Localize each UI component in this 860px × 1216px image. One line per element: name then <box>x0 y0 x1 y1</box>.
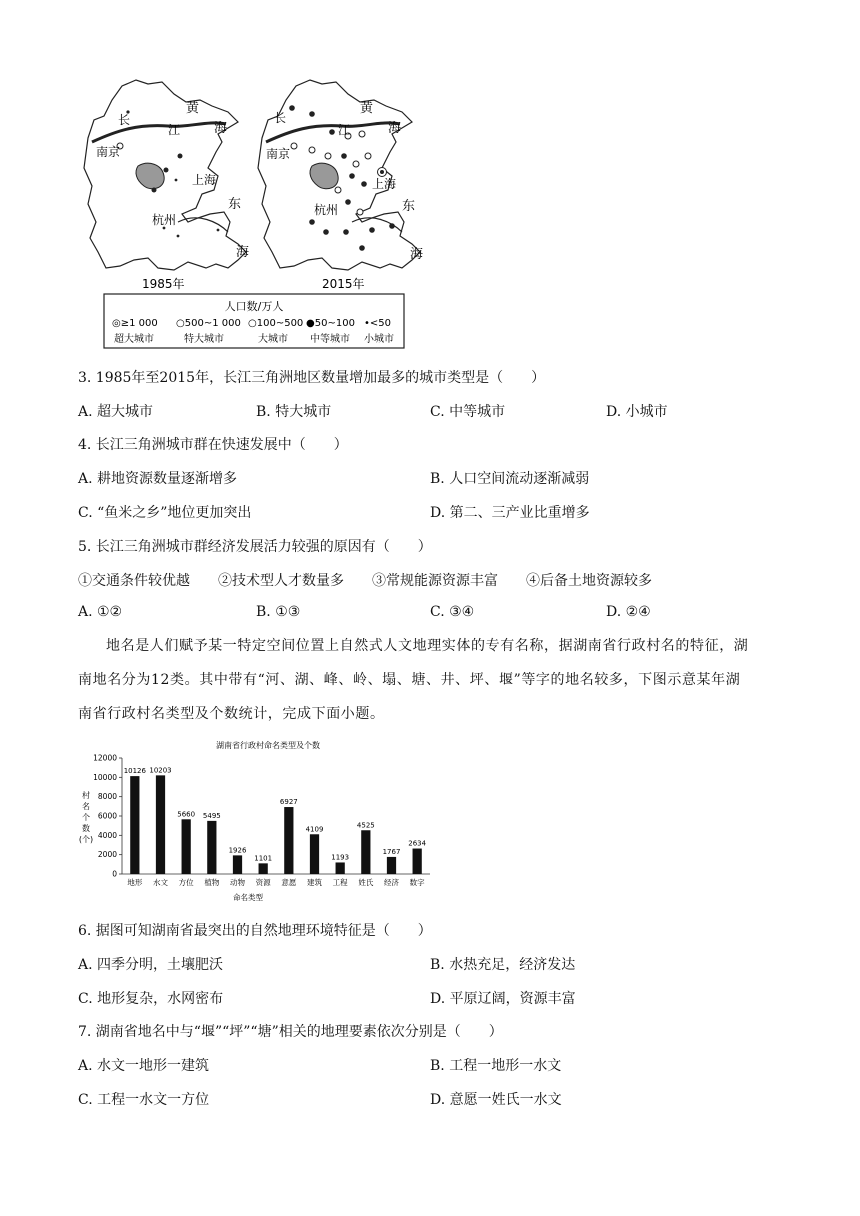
y-tick-label: 2000 <box>97 850 117 860</box>
intro-line-2: 南地名分为12类。其中带有“河、湖、峰、岭、塌、塘、井、坪、堰”等字的地名较多，下图示意某年湖 <box>78 672 741 688</box>
x-tick-label: 水文 <box>153 878 168 887</box>
bar-value-label: 10126 <box>123 767 146 776</box>
bar-value-label: 1101 <box>254 854 273 863</box>
label-hai2: 海 <box>236 245 250 260</box>
q5-option-b[interactable]: B. ①③ <box>256 604 301 620</box>
q4-option-b[interactable]: B. 人口空间流动逐渐减弱 <box>430 471 590 487</box>
bar-value-label: 5495 <box>202 811 221 820</box>
bar-10 <box>387 857 396 874</box>
x-tick-label: 姓氏 <box>358 878 374 887</box>
q6-stem: 6. 据图可知湖南省最突出的自然地理环境特征是（ ） <box>78 923 432 939</box>
bar-11 <box>413 849 422 874</box>
label-dong: 东 <box>228 197 242 212</box>
label-shanghai-2015: 上海 <box>372 177 397 191</box>
q5-option-c[interactable]: C. ③④ <box>430 604 475 620</box>
x-tick-label: 经济 <box>384 878 399 887</box>
q4-option-c[interactable]: C. “鱼米之乡”地位更加突出 <box>78 505 252 521</box>
label-shanghai: 上海 <box>192 173 217 187</box>
map-legend <box>104 294 404 348</box>
q5-option-d[interactable]: D. ②④ <box>606 604 651 620</box>
y-tick-label: 6000 <box>97 811 117 821</box>
bar-value-label: 5660 <box>177 810 196 819</box>
bar-3 <box>207 821 216 874</box>
label-hai-2015: 海 <box>388 121 402 136</box>
label-hangzhou: 杭州 <box>152 213 177 227</box>
label-huang-2015: 黄 <box>360 101 374 116</box>
q7-option-b[interactable]: B. 工程一地形一水文 <box>430 1058 562 1074</box>
chart-ylabel: 村名个数(个) <box>78 791 94 844</box>
bar-value-label: 10203 <box>149 766 172 775</box>
q3-option-c[interactable]: C. 中等城市 <box>430 404 506 420</box>
bar-2 <box>182 819 191 874</box>
x-tick-label: 动物 <box>230 878 245 887</box>
legend-item-1-type: 特大城市 <box>184 334 224 345</box>
bar-value-label: 2634 <box>408 839 427 848</box>
q7-option-d[interactable]: D. 意愿一姓氏一水文 <box>430 1092 562 1108</box>
yangtze-delta-maps <box>78 72 438 354</box>
bar-9 <box>361 830 370 874</box>
legend-item-1-range: ○500~1 000 <box>176 318 241 329</box>
label-hangzhou-2015: 杭州 <box>314 203 339 217</box>
label-jiang-2015: 江 <box>338 123 351 137</box>
legend-item-3-range: ●50~100 <box>306 318 355 329</box>
map-figure <box>78 72 438 354</box>
bar-value-label: 1926 <box>228 846 247 855</box>
label-jiang: 江 <box>168 123 181 137</box>
legend-item-3-type: 中等城市 <box>310 334 350 345</box>
label-dong-2015: 东 <box>402 199 416 214</box>
x-tick-label: 数字 <box>409 878 425 887</box>
bar-7 <box>310 834 319 874</box>
label-nanjing-2015: 南京 <box>266 147 291 161</box>
chart-title: 湖南省行政村命名类型及个数 <box>216 741 320 750</box>
q4-option-a[interactable]: A. 耕地资源数量逐渐增多 <box>78 471 238 487</box>
bar-0 <box>130 776 139 874</box>
q5-items: ①交通条件较优越 ②技术型人才数量多 ③常规能源资源丰富 ④后备土地资源较多 <box>78 573 652 589</box>
label-huang: 黄 <box>186 101 200 116</box>
bar-chart-svg <box>78 736 438 908</box>
label-nanjing: 南京 <box>96 145 121 159</box>
intro-line-1: 地名是人们赋予某一特定空间位置上自然式人文地理实体的专有名称，据湖南省行政村名的特征，湖 <box>106 638 749 654</box>
x-tick-label: 方位 <box>178 878 194 887</box>
q7-stem: 7. 湖南省地名中与“堰”“坪”“塘”相关的地理要素依次分别是（ ） <box>78 1024 503 1040</box>
legend-item-0-type: 超大城市 <box>114 334 154 345</box>
bar-5 <box>259 863 268 874</box>
legend-item-4-range: •<50 <box>364 318 392 329</box>
legend-item-2-range: ○100~500 <box>248 318 304 329</box>
bar-4 <box>233 855 242 874</box>
x-tick-label: 建筑 <box>307 878 322 887</box>
bar-6 <box>284 807 293 874</box>
bar-value-label: 4109 <box>305 825 324 834</box>
year-1985: 1985年 <box>142 277 185 291</box>
label-hai: 海 <box>214 121 228 136</box>
village-name-chart <box>78 736 438 908</box>
q5-option-a[interactable]: A. ①② <box>78 604 123 620</box>
q6-option-b[interactable]: B. 水热充足，经济发达 <box>430 957 576 973</box>
legend-item-0-range: ◎≥1 000 <box>112 318 158 329</box>
q3-option-a[interactable]: A. 超大城市 <box>78 404 154 420</box>
legend-title: 人口数/万人 <box>224 300 284 313</box>
q7-option-a[interactable]: A. 水文一地形一建筑 <box>78 1058 210 1074</box>
q6-option-a[interactable]: A. 四季分明，土壤肥沃 <box>78 957 224 973</box>
q4-option-d[interactable]: D. 第二、三产业比重增多 <box>430 505 590 521</box>
q6-option-c[interactable]: C. 地形复杂，水网密布 <box>78 991 224 1007</box>
chart-xlabel: 命名类型 <box>233 893 263 902</box>
q3-option-d[interactable]: D. 小城市 <box>606 404 668 420</box>
bar-8 <box>336 862 345 874</box>
intro-line-3: 南省行政村名类型及个数统计，完成下面小题。 <box>78 706 385 722</box>
q4-stem: 4. 长江三角洲城市群在快速发展中（ ） <box>78 437 348 453</box>
y-tick-label: 4000 <box>97 830 117 840</box>
q3-stem: 3. 1985年至2015年，长江三角洲地区数量增加最多的城市类型是（ ） <box>78 370 546 386</box>
y-tick-label: 8000 <box>97 792 117 802</box>
bar-value-label: 1193 <box>331 853 350 862</box>
map-1985 <box>84 80 249 270</box>
label-hai2-2015: 海 <box>410 247 424 262</box>
q5-stem: 5. 长江三角洲城市群经济发展活力较强的原因有（ ） <box>78 539 432 555</box>
year-2015: 2015年 <box>322 277 365 291</box>
label-chang: 长 <box>118 113 131 127</box>
map-2015 <box>258 80 423 270</box>
y-tick-label: 0 <box>112 869 117 879</box>
x-tick-label: 意愿 <box>281 878 297 887</box>
legend-item-4-type: 小城市 <box>364 334 394 345</box>
q6-option-d[interactable]: D. 平原辽阔，资源丰富 <box>430 991 576 1007</box>
legend-item-2-type: 大城市 <box>258 334 288 345</box>
bar-value-label: 4525 <box>356 821 375 830</box>
x-tick-label: 地形 <box>127 878 143 887</box>
y-tick-label: 10000 <box>93 772 117 782</box>
bar-1 <box>156 775 165 874</box>
label-chang-2015: 长 <box>274 111 287 125</box>
q3-option-b[interactable]: B. 特大城市 <box>256 404 332 420</box>
x-tick-label: 工程 <box>332 878 348 887</box>
bar-value-label: 6927 <box>279 798 298 807</box>
q7-option-c[interactable]: C. 工程一水文一方位 <box>78 1092 210 1108</box>
bar-value-label: 1767 <box>382 847 401 856</box>
x-tick-label: 资源 <box>255 878 271 887</box>
x-tick-label: 植物 <box>204 878 220 887</box>
y-tick-label: 12000 <box>93 753 117 763</box>
